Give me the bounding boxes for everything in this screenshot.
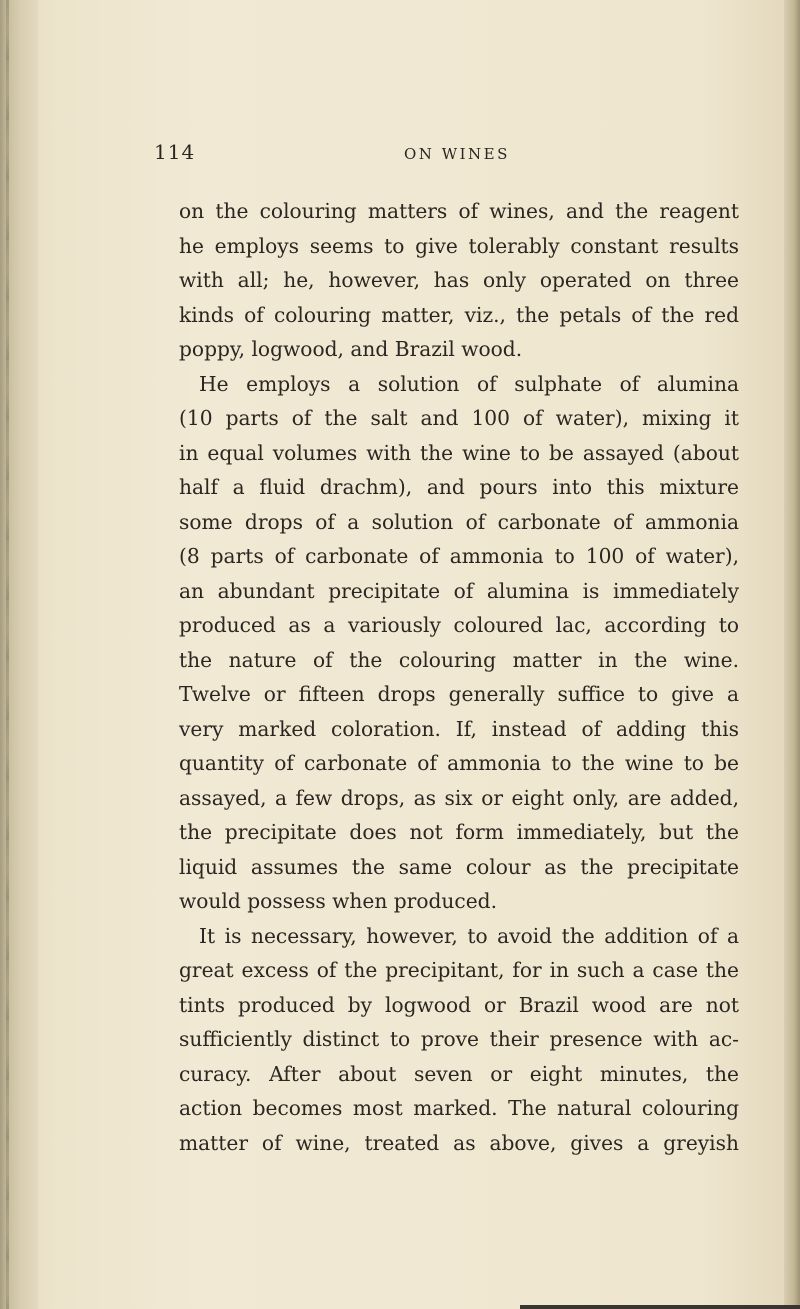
text-line: he employs seems to give tolerably constant results <box>179 233 739 258</box>
text-line: (8 parts of carbonate of ammonia to 100 of water), <box>179 544 739 568</box>
text-line: matter of wine, treated as above, gives a greyish <box>179 1130 739 1155</box>
running-head <box>0 140 800 170</box>
text-line: curacy. After about seven or eight minutes, the <box>179 1061 739 1086</box>
text-line: poppy, logwood, and Brazil wood. <box>179 337 523 361</box>
text-line: tints produced by logwood or Brazil wood are not <box>179 992 739 1017</box>
text-line: with all; he, however, has only operated on three <box>179 268 739 292</box>
page-gutter <box>0 0 38 1309</box>
text-line: the nature of the colouring matter in the wine. <box>179 647 739 672</box>
text-line: very marked coloration. If, instead of adding this <box>179 716 739 741</box>
text-line: assayed, a few drops, as six or eight only, are added, <box>179 785 739 810</box>
text-line: Twelve or fifteen drops generally suffice to give a <box>179 682 739 706</box>
text-line: (10 parts of the salt and 100 of water), mixing it <box>179 406 739 430</box>
text-line: kinds of colouring matter, viz., the petals of the red <box>179 302 739 327</box>
binding-shadow <box>6 0 9 1309</box>
text-line: an abundant precipitate of alumina is immediately <box>179 578 739 603</box>
text-line: liquid assumes the same colour as the precipitate <box>179 854 739 879</box>
text-line: in equal volumes with the wine to be assayed (about <box>179 440 739 465</box>
page-right-edge <box>784 0 800 1309</box>
page-bottom-edge <box>520 1305 800 1309</box>
page-number: 114 <box>154 140 196 164</box>
text-line: sufficiently distinct to prove their presence with ac- <box>179 1027 739 1051</box>
text-line: great excess of the precipitant, for in such a case the <box>179 958 739 982</box>
text-line: on the colouring matters of wines, and the reagent <box>179 199 739 223</box>
running-title: ON WINES <box>404 145 510 163</box>
text-line: the precipitate does not form immediately, but the <box>179 820 739 844</box>
text-line: half a fluid drachm), and pours into this mixture <box>179 475 739 499</box>
text-line: some drops of a solution of carbonate of ammonia <box>179 509 739 534</box>
text-line: produced as a variously coloured lac, according to <box>179 613 739 637</box>
body-text <box>179 194 739 1160</box>
text-line: action becomes most marked. The natural colouring <box>179 1096 739 1120</box>
paragraph-start: It is necessary, however, to avoid the addition of a <box>199 923 739 948</box>
paragraph-start: He employs a solution of sulphate of alumina <box>199 371 739 396</box>
text-line: would possess when produced. <box>179 889 498 913</box>
text-line: quantity of carbonate of ammonia to the wine to be <box>179 751 739 775</box>
